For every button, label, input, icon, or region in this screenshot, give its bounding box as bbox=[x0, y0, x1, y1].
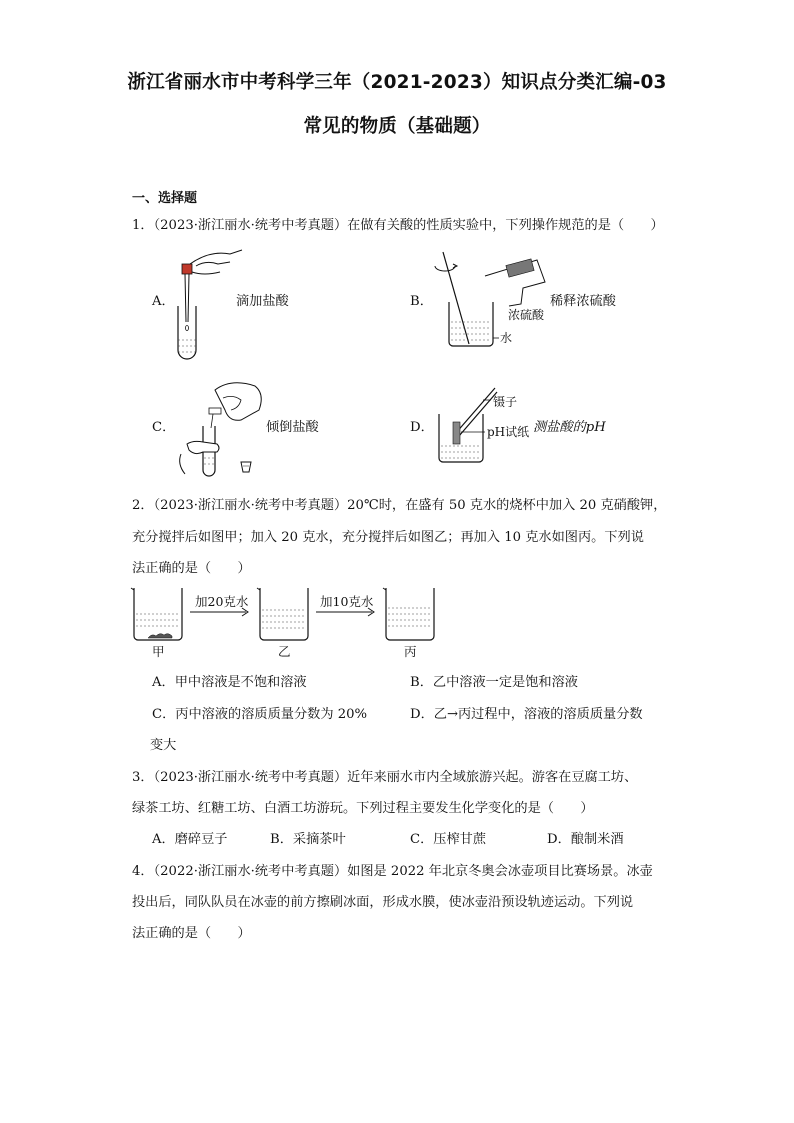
doc-title-line2: 常见的物质（基础题） bbox=[303, 116, 491, 137]
q2-stem-line3: 法正确的是（ ） bbox=[132, 561, 251, 576]
q1-option-d-letter[interactable]: D． bbox=[410, 420, 434, 435]
q2-option-c[interactable]: C．丙中溶液的溶质质量分数为 20% bbox=[152, 707, 368, 722]
q1-option-a-letter[interactable]: A． bbox=[152, 294, 175, 309]
dilute-sulfuric-acid-illustration bbox=[425, 242, 565, 352]
q2-option-b[interactable]: B．乙中溶液一定是饱和溶液 bbox=[410, 675, 578, 690]
q3-option-b[interactable]: B．采摘茶叶 bbox=[270, 832, 346, 847]
label-yi: 乙 bbox=[278, 644, 291, 659]
q4-stem-line2: 投出后，同队队员在冰壶的前方擦刷冰面，形成水膜，使冰壶沿预设轨迹运动。下列说 bbox=[132, 895, 634, 910]
label-bing: 丙 bbox=[404, 644, 417, 659]
q4-stem-line1: 4．（2022·浙江丽水·统考中考真题）如图是 2022 年北京冬奥会冰壶项目比赛场景。冰壶 bbox=[132, 864, 653, 879]
q3-stem-line2: 绿茶工坊、红糖工坊、白酒工坊游玩。下列过程主要发生化学变化的是（ ） bbox=[132, 801, 594, 816]
q3-stem-line1: 3．（2023·浙江丽水·统考中考真题）近年来丽水市内全域旅游兴起。游客在豆腐工坊、 bbox=[132, 770, 638, 785]
label-ph-paper: pH试纸 bbox=[487, 425, 530, 439]
q3-option-c[interactable]: C．压榨甘蔗 bbox=[410, 832, 487, 847]
dropper-test-tube-illustration bbox=[170, 242, 245, 362]
q1-stem: 1．（2023·浙江丽水·统考中考真题）在做有关酸的性质实验中，下列操作规范的是（ ） bbox=[132, 218, 664, 233]
q1-option-c-caption: 倾倒盐酸 bbox=[266, 420, 319, 435]
ph-test-illustration bbox=[425, 382, 545, 472]
q3-option-d[interactable]: D．酿制米酒 bbox=[547, 832, 624, 847]
q2-stem-line2: 充分搅拌后如图甲；加入 20 克水，充分搅拌后如图乙；再加入 10 克水如图丙。下列说 bbox=[132, 530, 644, 545]
doc-title-line1: 浙江省丽水市中考科学三年（2021-2023）知识点分类汇编-03 bbox=[127, 72, 667, 93]
label-tweezers: 镊子 bbox=[493, 395, 518, 409]
q1-option-c-letter[interactable]: C． bbox=[152, 420, 176, 435]
beaker-sequence-figure bbox=[128, 584, 438, 662]
label-water: 水 bbox=[500, 331, 513, 345]
pour-acid-illustration bbox=[175, 378, 275, 478]
q2-option-d-cont: 变大 bbox=[150, 738, 177, 753]
section-heading: 一、选择题 bbox=[132, 191, 198, 206]
label-jia: 甲 bbox=[152, 644, 165, 659]
q3-option-a[interactable]: A．磨碎豆子 bbox=[152, 832, 228, 847]
arrow1-label: 加20克水 bbox=[195, 594, 249, 609]
q2-stem-line1: 2．（2023·浙江丽水·统考中考真题）20℃时，在盛有 50 克水的烧杯中加入 20 克硝酸钾， bbox=[132, 498, 667, 513]
q1-option-d-caption: 测盐酸的pH bbox=[533, 420, 606, 435]
q2-option-a[interactable]: A．甲中溶液是不饱和溶液 bbox=[152, 675, 307, 690]
q4-stem-line3: 法正确的是（ ） bbox=[132, 926, 251, 941]
q1-option-b-caption: 稀释浓硫酸 bbox=[550, 294, 616, 309]
q2-option-d[interactable]: D．乙→丙过程中，溶液的溶质质量分数 bbox=[410, 707, 643, 722]
q1-option-a-caption: 滴加盐酸 bbox=[236, 294, 289, 309]
label-conc-acid: 浓硫酸 bbox=[508, 308, 545, 322]
arrow2-label: 加10克水 bbox=[320, 594, 374, 609]
q1-option-b-letter[interactable]: B． bbox=[410, 294, 433, 309]
